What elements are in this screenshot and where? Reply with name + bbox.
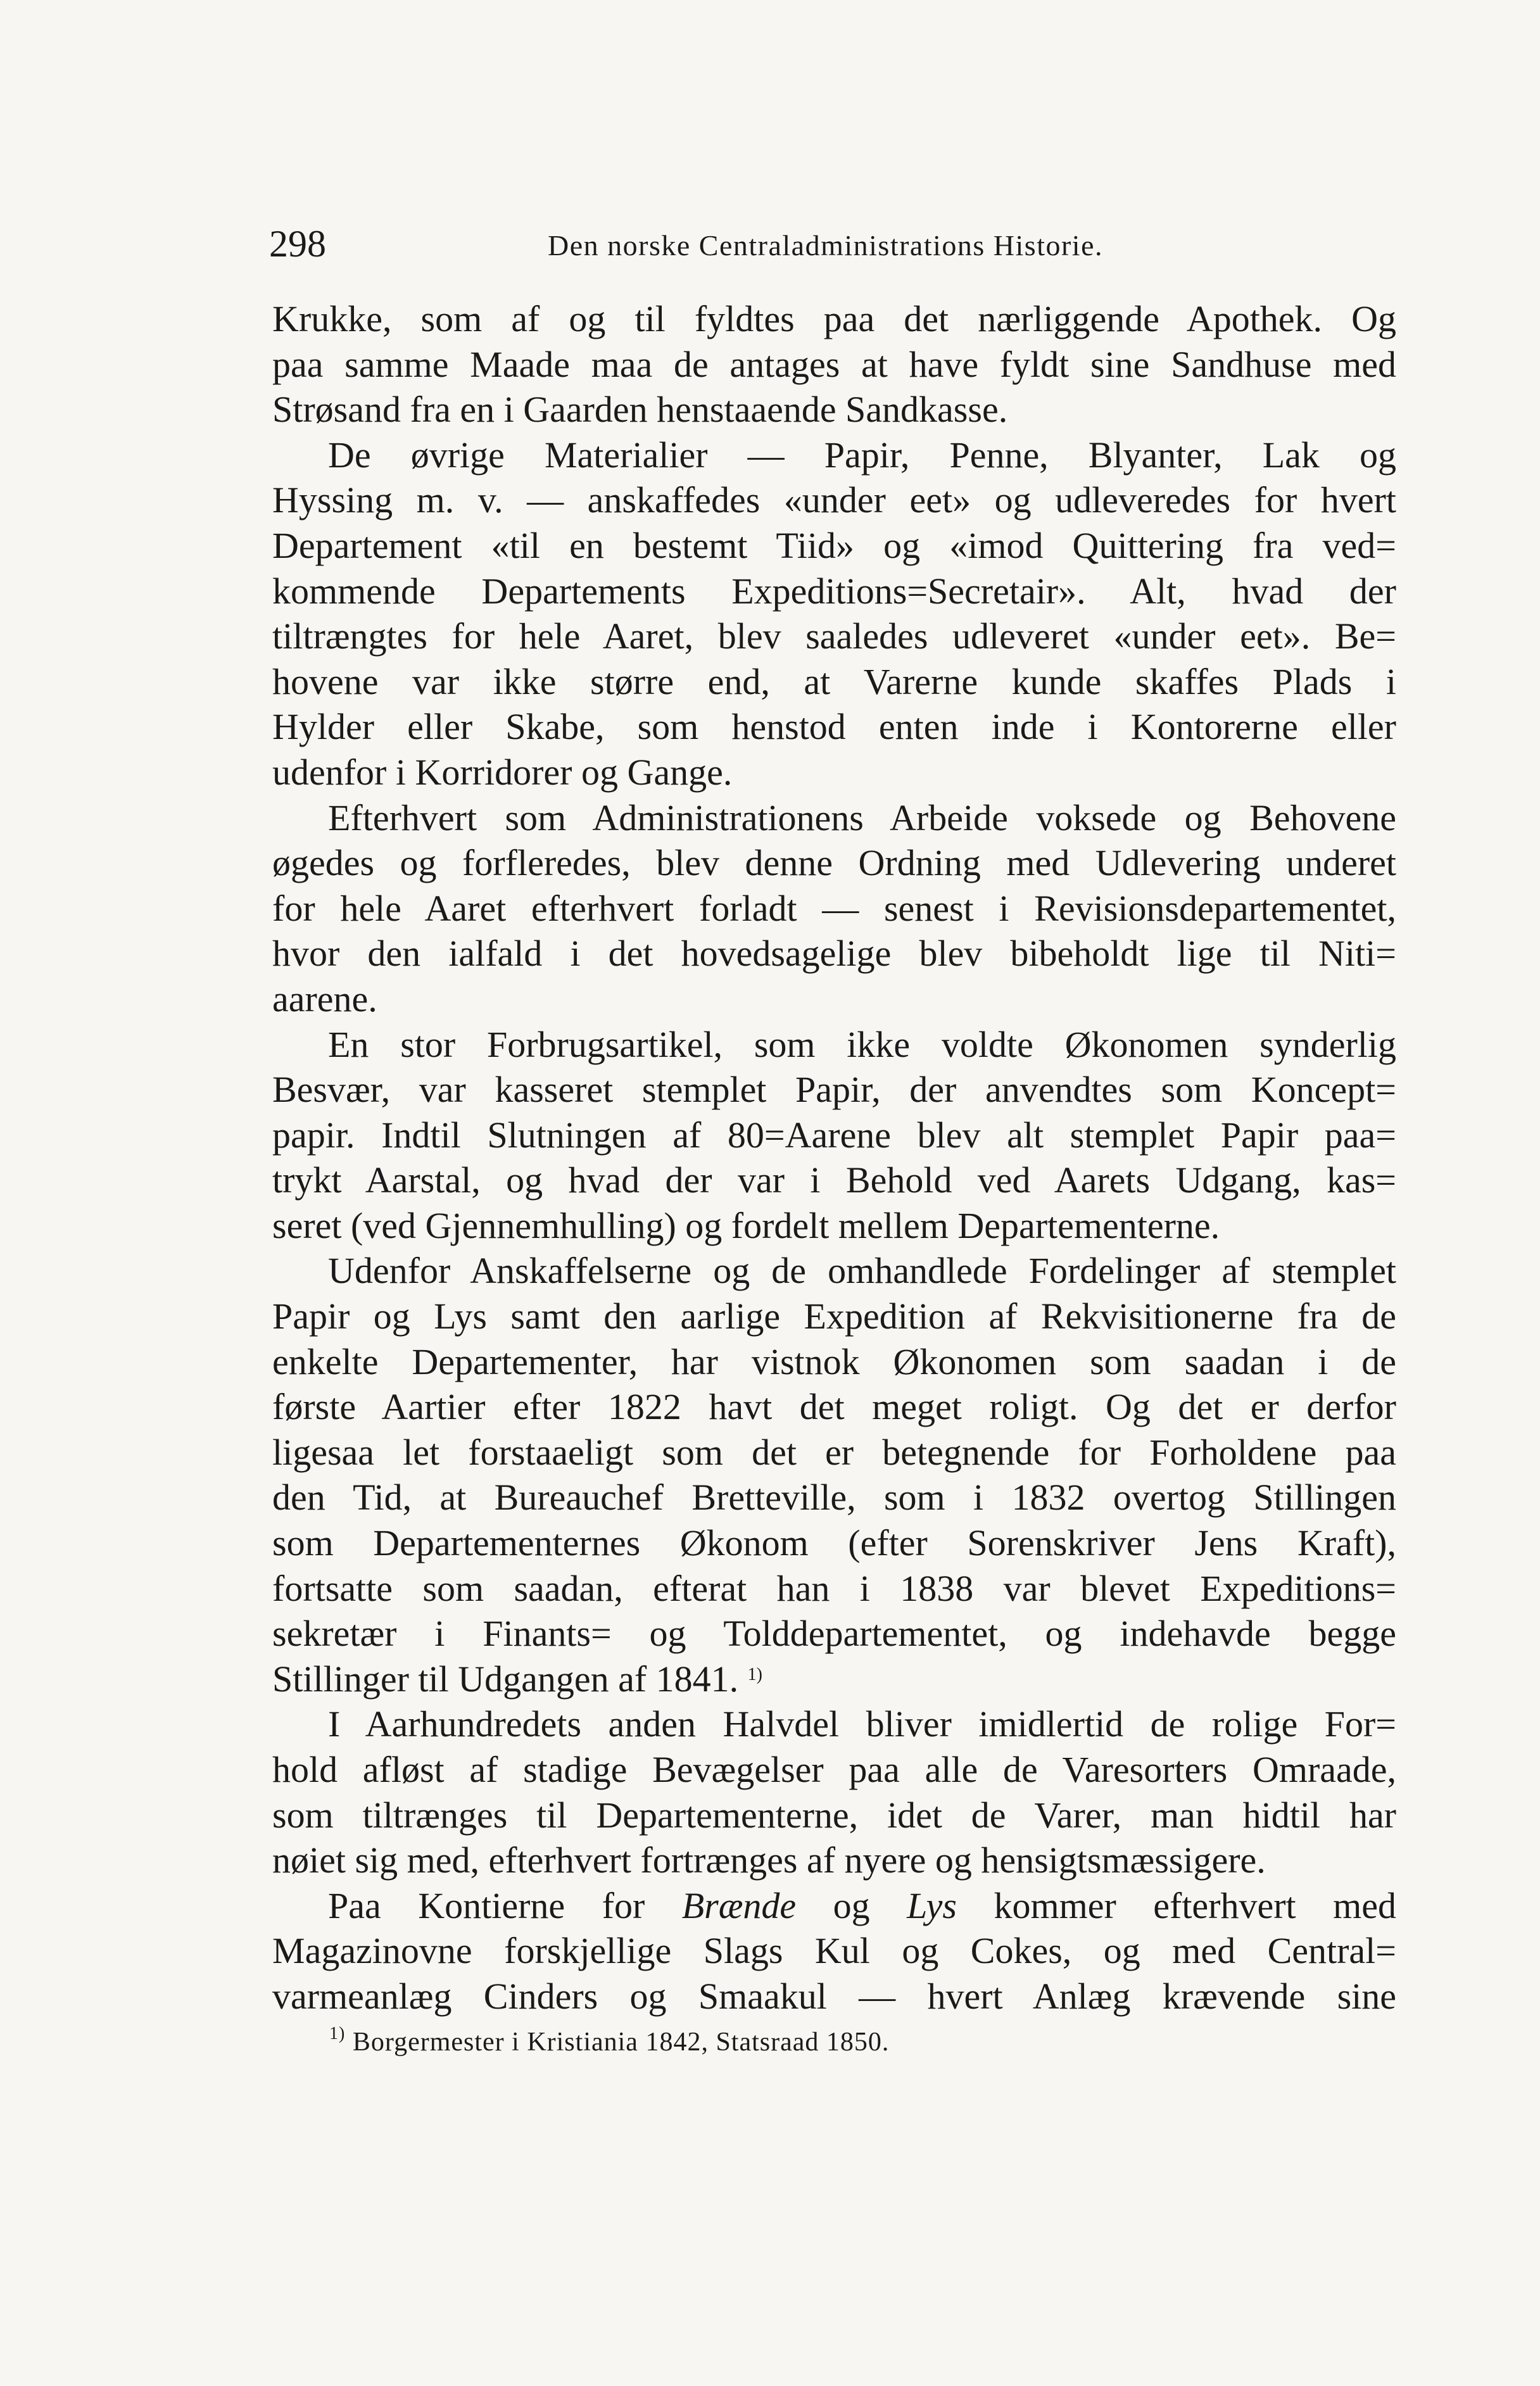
italic-word: Brænde [681, 1884, 797, 1926]
text-line: papir. Indtil Slutningen af 80=Aarene blev alt stemplet Papir paa= [272, 1114, 1396, 1156]
text-line: seret (ved Gjennemhulling) og fordelt mellem Departementerne. [272, 1204, 1220, 1246]
page-number: 298 [269, 223, 326, 265]
text-line-segment: kommer efterhvert med [957, 1884, 1396, 1926]
text-line: Udenfor Anskaffelserne og de omhandlede Fordelinger af stemplet [328, 1250, 1396, 1292]
text-line: Hyssing m. v. — anskaffedes «under eet» og udleveredes for hvert [272, 479, 1396, 521]
footnote-text: Borgermester i Kristiania 1842, Statsraad 1850. [345, 2028, 890, 2057]
footnote-reference: 1) [747, 1664, 762, 1684]
text-line: første Aartier efter 1822 havt det meget roligt. Og det er derfor [272, 1386, 1396, 1428]
text-line: Efterhvert som Administrationens Arbeide voksede og Behovene [328, 797, 1396, 838]
text-line-segment: Stillinger til Udgangen af 1841. [272, 1658, 739, 1700]
text-line: tiltrængtes for hele Aaret, blev saaledes udleveret «under eet». Be= [272, 615, 1396, 657]
text-line: Krukke, som af og til fyldtes paa det nærliggende Apothek. Og [272, 298, 1396, 339]
running-title: Den norske Centraladministrations Historie. [548, 229, 1104, 262]
text-line: som tiltrænges til Departementerne, idet de Varer, man hidtil har [272, 1794, 1396, 1836]
text-line: Besvær, var kasseret stemplet Papir, der anvendtes som Koncept= [272, 1069, 1396, 1111]
page-header [269, 218, 1396, 269]
text-line: øgedes og forfleredes, blev denne Ordning med Udlevering underet [272, 842, 1396, 884]
text-line: fortsatte som saadan, efterat han i 1838 var blevet Expeditions= [272, 1567, 1396, 1609]
body-text [272, 296, 1396, 2019]
text-line: kommende Departements Expeditions=Secretair». Alt, hvad der [272, 570, 1396, 612]
text-line: Papir og Lys samt den aarlige Expedition af Rekvisitionerne fra de [272, 1296, 1396, 1337]
text-line-with-footnote-ref [272, 1657, 1396, 1702]
text-line: aarene. [272, 978, 377, 1019]
text-line-segment: og [796, 1884, 907, 1926]
text-line: trykt Aarstal, og hvad der var i Behold ved Aarets Udgang, kas= [272, 1159, 1396, 1201]
footnote [329, 2023, 889, 2061]
text-line-with-italics [272, 1883, 1396, 1929]
text-line: Departement «til en bestemt Tiid» og «imod Quittering fra ved= [272, 524, 1396, 566]
text-line: Magazinovne forskjellige Slags Kul og Cokes, og med Central= [272, 1930, 1396, 1972]
text-line: udenfor i Korridorer og Gange. [272, 751, 733, 793]
text-line: En stor Forbrugsartikel, som ikke voldte Økonomen synderlig [328, 1023, 1396, 1065]
text-line-segment: Paa Kontierne for [328, 1884, 645, 1926]
text-line: varmeanlæg Cinders og Smaakul — hvert Anlæg krævende sine [272, 1975, 1396, 2017]
text-line: for hele Aaret efterhvert forladt — senest i Revisionsdepartementet, [272, 887, 1396, 929]
text-line: som Departementernes Økonom (efter Sorenskriver Jens Kraft), [272, 1522, 1396, 1564]
text-line: nøiet sig med, efterhvert fortrænges af nyere og hensigtsmæssigere. [272, 1840, 1266, 1881]
text-line: den Tid, at Bureauchef Bretteville, som i 1832 overtog Stillingen [272, 1477, 1396, 1518]
text-line: paa samme Maade maa de antages at have fyldt sine Sandhuse med [272, 343, 1396, 385]
text-line: hold afløst af stadige Bevægelser paa alle de Varesorters Omraade, [272, 1749, 1396, 1790]
text-line: enkelte Departementer, har vistnok Økonomen som saadan i de [272, 1341, 1396, 1382]
text-line: hvor den ialfald i det hovedsagelige blev bibeholdt lige til Niti= [272, 933, 1396, 975]
text-line: hovene var ikke større end, at Varerne kunde skaffes Plads i [272, 660, 1396, 702]
footnote-marker: 1) [329, 2024, 346, 2043]
italic-word: Lys [907, 1884, 957, 1926]
text-line: I Aarhundredets anden Halvdel bliver imidlertid de rolige For= [328, 1703, 1396, 1745]
text-line: ligesaa let forstaaeligt som det er betegnende for Forholdene paa [272, 1431, 1396, 1473]
text-line: De øvrige Materialier — Papir, Penne, Blyanter, Lak og [328, 434, 1396, 476]
text-line: Hylder eller Skabe, som henstod enten inde i Kontorerne eller [272, 706, 1396, 748]
text-line: sekretær i Finants= og Tolddepartementet, og indehavde begge [272, 1613, 1396, 1655]
text-line: Strøsand fra en i Gaarden henstaaende Sandkasse. [272, 389, 1008, 431]
